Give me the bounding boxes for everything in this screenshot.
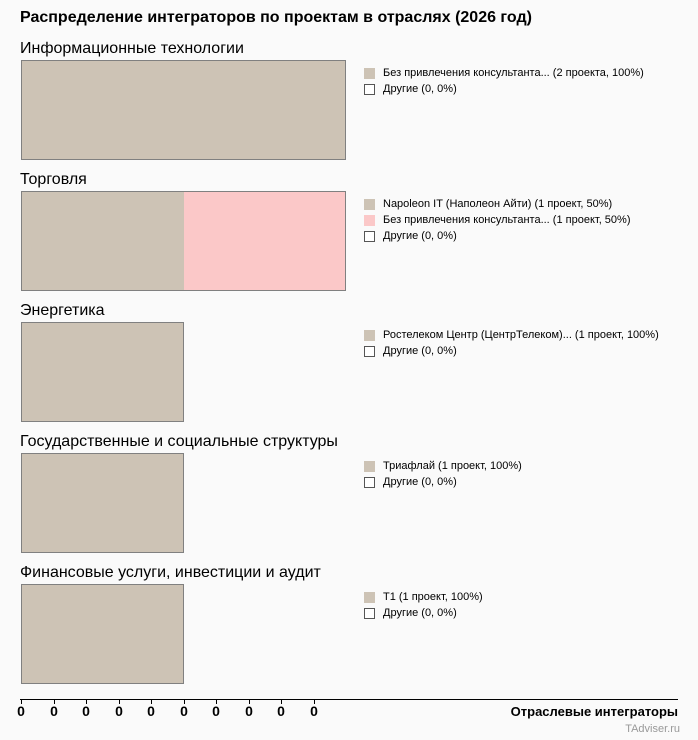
x-axis-title: Отраслевые интеграторы [510, 704, 678, 719]
industry-bar[interactable] [21, 453, 184, 553]
legend-label: Триафлай (1 проект, 100%) [383, 460, 522, 472]
legend-item[interactable] [364, 589, 483, 605]
industry-bar[interactable] [21, 322, 184, 422]
legend-label: Без привлечения консультанта... (2 проекта, 100%) [383, 67, 644, 79]
legend-item[interactable] [364, 474, 522, 490]
x-tick-label: 0 [115, 703, 123, 719]
legend-item[interactable] [364, 605, 483, 621]
bar-segment[interactable] [22, 454, 183, 552]
legend-swatch [364, 199, 375, 210]
legend-item[interactable] [364, 228, 631, 244]
legend-label: Ростелеком Центр (ЦентрТелеком)... (1 проект, 100%) [383, 329, 659, 341]
x-tick-label: 0 [82, 703, 90, 719]
bar-segment[interactable] [22, 61, 345, 159]
legend-item[interactable] [364, 81, 644, 97]
legend-label: Другие (0, 0%) [383, 230, 457, 242]
x-tick-label: 0 [147, 703, 155, 719]
section-label: Торговля [20, 171, 87, 188]
legend-item[interactable] [364, 343, 659, 359]
industry-bar[interactable] [21, 191, 346, 291]
section-label: Энергетика [20, 302, 105, 319]
legend-swatch [364, 608, 375, 619]
legend-label: Другие (0, 0%) [383, 345, 457, 357]
x-tick-label: 0 [277, 703, 285, 719]
industry-bar[interactable] [21, 584, 184, 684]
x-tick-label: 0 [50, 703, 58, 719]
legend-item[interactable] [364, 65, 644, 81]
chart-title: Распределение интеграторов по проектам в отраслях (2026 год) [20, 9, 532, 26]
section-label: Финансовые услуги, инвестиции и аудит [20, 564, 321, 581]
x-tick-label: 0 [245, 703, 253, 719]
legend-item[interactable] [364, 458, 522, 474]
legend [364, 589, 483, 621]
legend-swatch [364, 592, 375, 603]
legend-label: Napoleon IT (Наполеон Айти) (1 проект, 50%) [383, 198, 613, 210]
bar-segment[interactable] [22, 585, 183, 683]
legend-swatch [364, 477, 375, 488]
legend [364, 327, 659, 359]
legend-item[interactable] [364, 327, 659, 343]
legend [364, 196, 631, 244]
legend-label: Другие (0, 0%) [383, 476, 457, 488]
legend-swatch [364, 215, 375, 226]
section-label: Государственные и социальные структуры [20, 433, 338, 450]
legend-label: Т1 (1 проект, 100%) [383, 591, 483, 603]
legend [364, 65, 644, 97]
legend-label: Другие (0, 0%) [383, 83, 457, 95]
legend [364, 458, 522, 490]
x-tick-label: 0 [17, 703, 25, 719]
bar-segment[interactable] [184, 192, 346, 290]
section-label: Информационные технологии [20, 40, 244, 57]
industry-bar[interactable] [21, 60, 346, 160]
legend-item[interactable] [364, 212, 631, 228]
bar-segment[interactable] [22, 192, 184, 290]
watermark: TAdviser.ru [625, 723, 680, 735]
legend-swatch [364, 68, 375, 79]
legend-swatch [364, 461, 375, 472]
legend-swatch [364, 346, 375, 357]
x-tick-label: 0 [180, 703, 188, 719]
legend-item[interactable] [364, 196, 631, 212]
legend-swatch [364, 231, 375, 242]
legend-label: Другие (0, 0%) [383, 607, 457, 619]
bar-segment[interactable] [22, 323, 183, 421]
legend-swatch [364, 330, 375, 341]
x-tick-label: 0 [310, 703, 318, 719]
legend-label: Без привлечения консультанта... (1 проект, 50%) [383, 214, 631, 226]
legend-swatch [364, 84, 375, 95]
x-tick-label: 0 [212, 703, 220, 719]
